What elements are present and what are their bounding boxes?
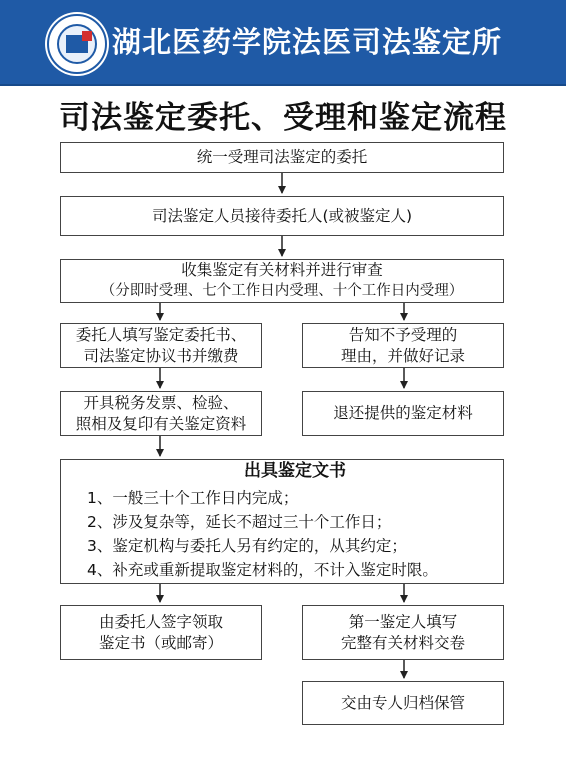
right-d-box [302,681,504,725]
right-c-box [302,605,504,660]
right-d-text: 交由专人归档保管 [340,693,465,712]
step3-box [60,259,504,303]
issue-item: 3、鉴定机构与委托人另有约定的，从其约定； [87,537,407,555]
step1-box [60,142,504,173]
issue-item: 4、补充或重新提取鉴定材料的，不计入鉴定时限。 [87,561,438,579]
right-b-box [302,391,504,436]
right-c-line2: 完整有关材料交卷 [340,633,465,652]
left-b-box [60,391,262,436]
left-c-line2: 鉴定书（或邮寄） [98,633,223,652]
issue-report-title: 出具鉴定文书 [244,461,346,481]
right-a-line2: 理由，并做好记录 [340,346,465,365]
left-c-line1: 由委托人签字领取 [98,612,223,631]
step1-text: 统一受理司法鉴定的委托 [196,148,368,166]
right-c-line1: 第一鉴定人填写 [348,612,458,631]
left-c-box [60,605,262,660]
right-a-box [302,323,504,368]
left-a-line2: 司法鉴定协议书并缴费 [83,346,239,365]
left-b-line1: 开具税务发票、检验、 [83,393,239,412]
org-name: 湖北医药学院法医司法鉴定所 [112,25,503,59]
issue-report-box [60,459,504,584]
issue-item: 2、涉及复杂等，延长不超过三十个工作日； [87,513,392,531]
step3-line1: 收集鉴定有关材料并进行审查 [181,261,383,279]
issue-item: 1、一般三十个工作日内完成； [87,489,299,507]
left-a-line1: 委托人填写鉴定委托书、 [75,325,247,344]
page-title: 司法鉴定委托、受理和鉴定流程 [59,100,507,136]
step2-box [60,196,504,236]
step2-text: 司法鉴定人员接待委托人(或被鉴定人) [151,206,413,225]
left-b-line2: 照相及复印有关鉴定资料 [75,414,247,433]
step3-line2: （分即时受理、七个工作日内受理、十个工作日内受理） [100,283,464,299]
left-a-box [60,323,262,368]
right-b-text: 退还提供的鉴定材料 [333,404,473,422]
right-a-line1: 告知不予受理的 [348,325,458,344]
